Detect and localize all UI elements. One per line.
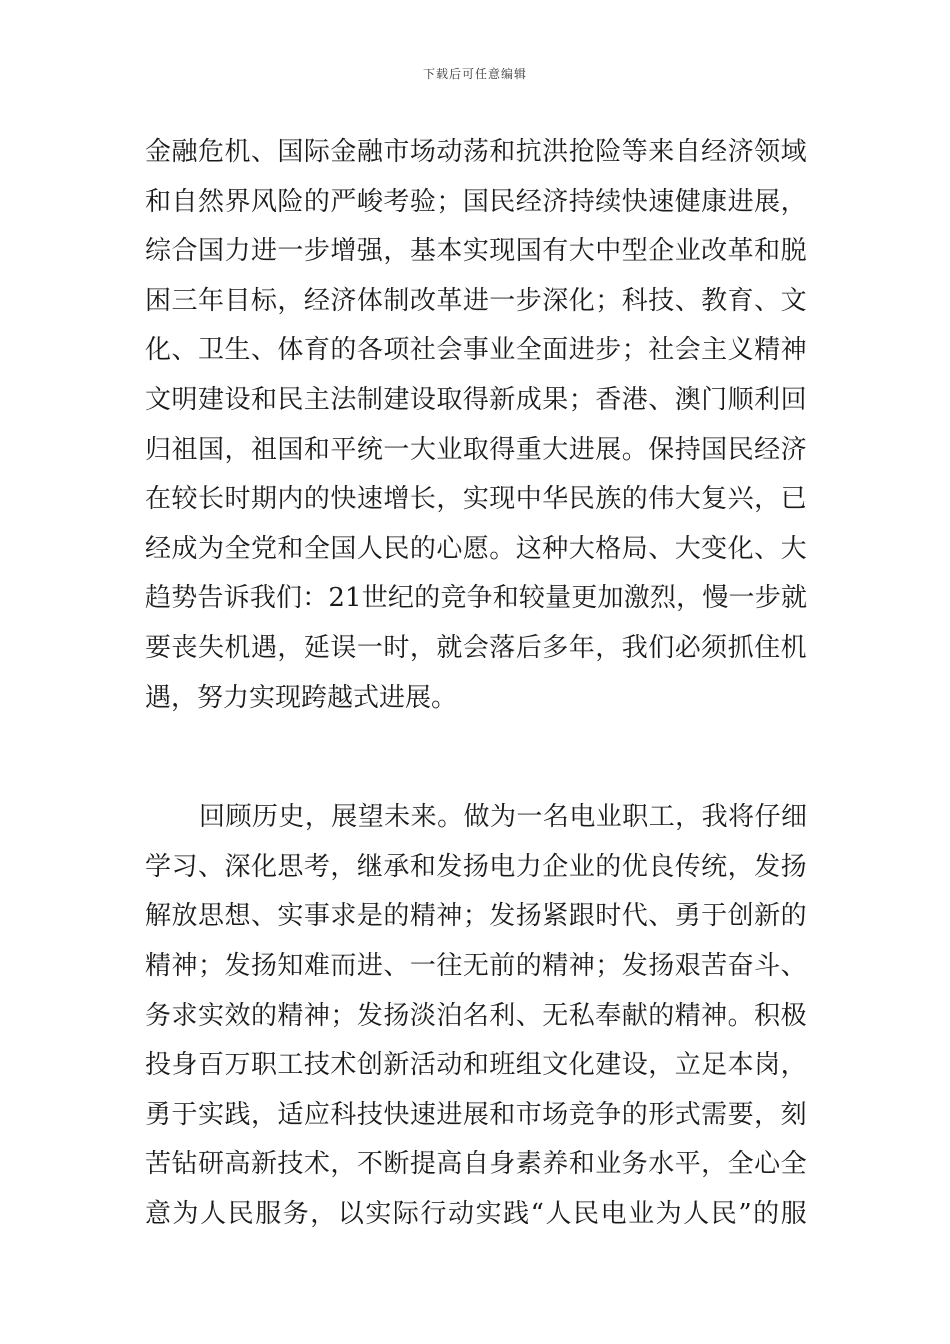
text-line: 务 求 实 效 的 精 神 ； 发 扬 淡 泊 名 利 、 无 私 奉 献 的 精 神 。 积 极 <box>145 1000 807 1031</box>
text-line: 文 明 建 设 和 民 主 法 制 建 设 取 得 新 成 果 ； 香 港 、 澳 门 顺 利 回 <box>145 384 807 415</box>
document-body <box>145 128 807 1239</box>
page-header: 下载后可任意编辑 <box>422 67 527 81</box>
text-line: 意 为 人 民 服 务 ， 以 实 际 行 动 实 践 “ 人 民 电 业 为 人 民 ” 的 服 <box>145 1198 807 1229</box>
paragraph-1 <box>145 128 807 723</box>
text-line: 投 身 百 万 职 工 技 术 创 新 活 动 和 班 组 文 化 建 设 ， 立 足 本 岗 ， <box>145 1050 807 1081</box>
text-line: 在 较 长 时 期 内 的 快 速 增 长 ， 实 现 中 华 民 族 的 伟 大 复 兴 ， 已 <box>145 484 807 515</box>
text-line: 化 、 卫 生 、 体 育 的 各 项 社 会 事 业 全 面 进 步 ； 社 会 主 义 精 神 <box>145 335 807 366</box>
text-line: 精 神 ； 发 扬 知 难 而 进 、 一 往 无 前 的 精 神 ； 发 扬 艰 苦 奋 斗 、 <box>145 950 807 981</box>
text-line: 回 顾 历 史 ， 展 望 未 来 。 做 为 一 名 电 业 职 工 ， 我 将 仔 细 <box>199 802 807 833</box>
text-line: 苦 钻 研 高 新 技 术 ， 不 断 提 高 自 身 素 养 和 业 务 水 平 ， 全 心 全 <box>145 1149 807 1180</box>
text-line: 要 丧 失 机 遇 ， 延 误 一 时 ， 就 会 落 后 多 年 ， 我 们 必 须 抓 住 机 <box>145 632 807 663</box>
text-line: 学 习 、 深 化 思 考 ， 继 承 和 发 扬 电 力 企 业 的 优 良 传 统 ， 发 扬 <box>145 851 807 882</box>
text-line: 趋 势 告 诉 我 们 ： 21 世 纪 的 竞 争 和 较 量 更 加 激 烈 ， 慢 一 步 就 <box>145 583 807 614</box>
text-line: 金 融 危 机 、 国 际 金 融 市 场 动 荡 和 抗 洪 抢 险 等 来 自 经 济 领 域 <box>145 137 807 167</box>
text-line: 遇，努力实现跨越式进展。 <box>145 682 458 713</box>
text-line: 和 自 然 界 风 险 的 严 峻 考 验 ； 国 民 经 济 持 续 快 速 健 康 进 展 ， <box>145 186 807 217</box>
paragraph-2 <box>145 793 807 1239</box>
text-line: 归 祖 国 ， 祖 国 和 平 统 一 大 业 取 得 重 大 进 展 。 保 持 国 民 经 济 <box>145 434 807 465</box>
text-line: 解 放 思 想 、 实 事 求 是 的 精 神 ； 发 扬 紧 跟 时 代 、 勇 于 创 新 的 <box>145 901 807 932</box>
text-line: 勇 于 实 践 ， 适 应 科 技 快 速 进 展 和 市 场 竞 争 的 形 式 需 要 ， 刻 <box>145 1099 807 1130</box>
paragraph-spacer <box>145 723 807 793</box>
text-line: 经 成 为 全 党 和 全 国 人 民 的 心 愿 。 这 种 大 格 局 、 大 变 化 、 大 <box>145 533 807 564</box>
text-line: 综 合 国 力 进 一 步 增 强 ， 基 本 实 现 国 有 大 中 型 企 业 改 革 和 脱 <box>145 236 807 267</box>
text-line: 困 三 年 目 标 ， 经 济 体 制 改 革 进 一 步 深 化 ； 科 技 、 教 育 、 文 <box>145 285 807 316</box>
